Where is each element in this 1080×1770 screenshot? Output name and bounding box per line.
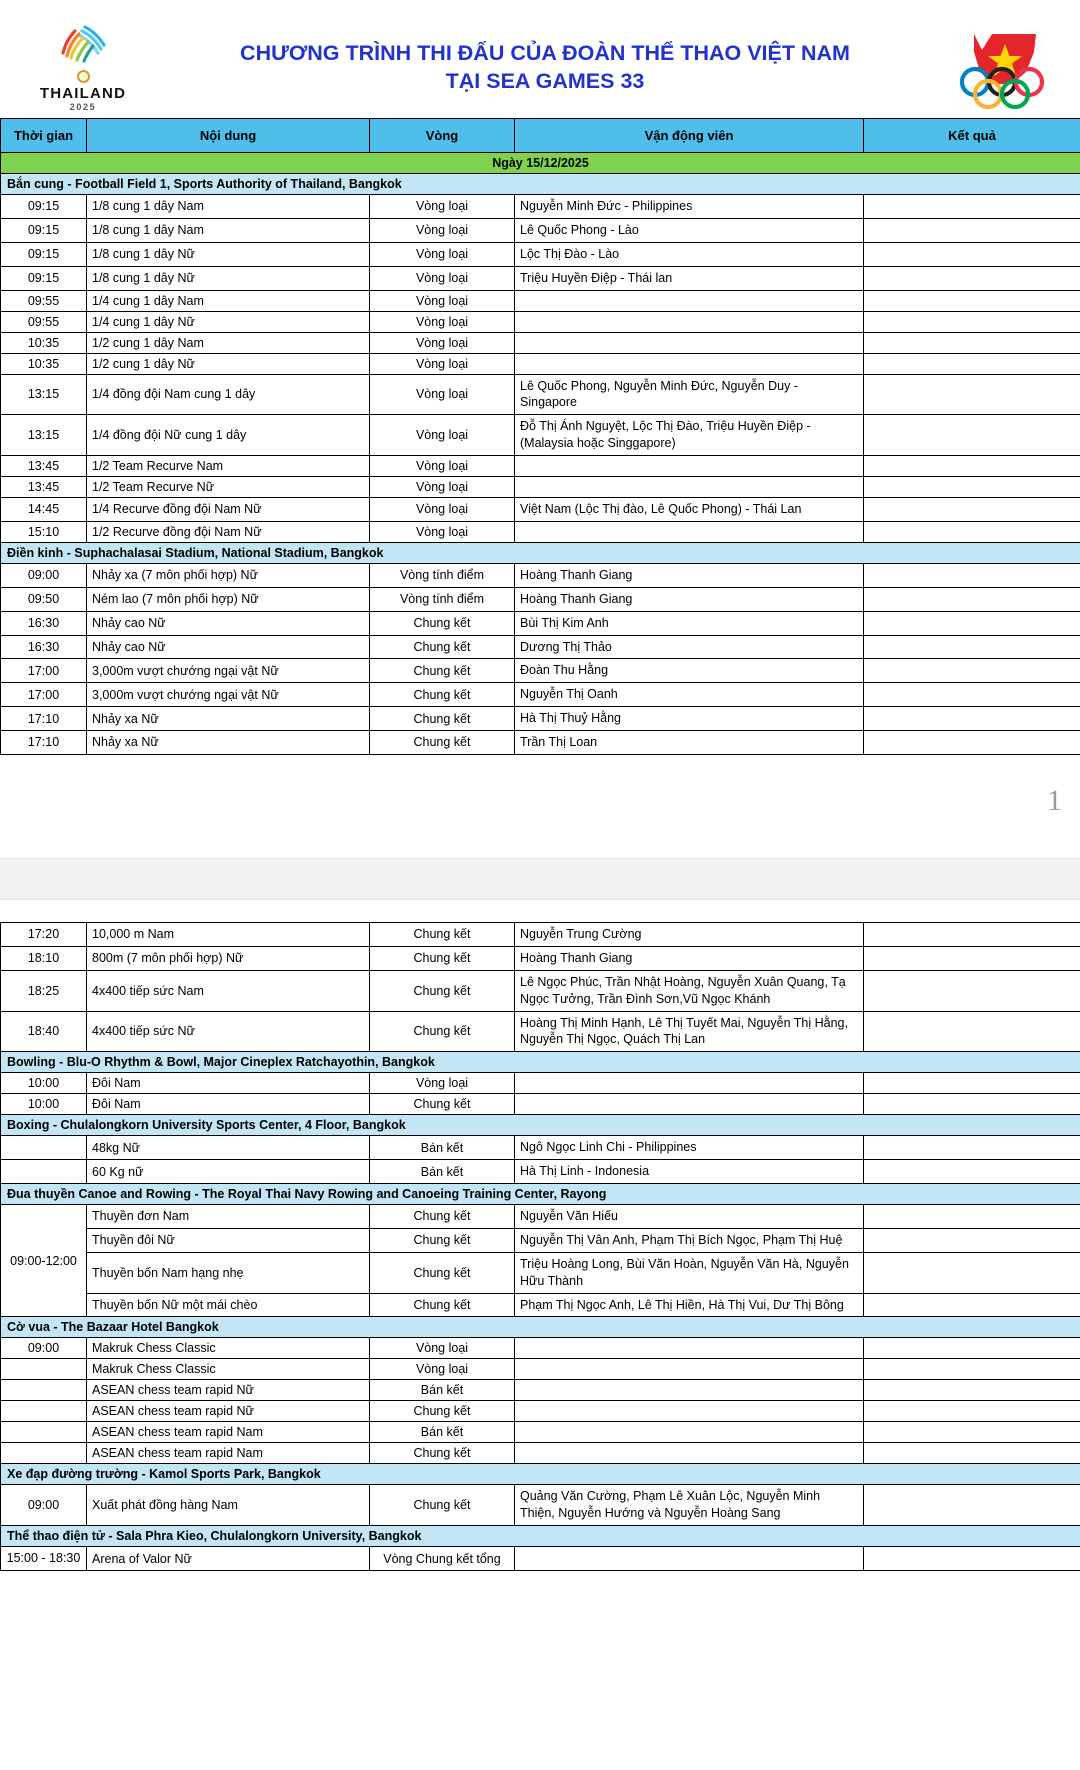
cell-athlete: [515, 1422, 864, 1443]
cell-result: [864, 1401, 1080, 1422]
cell-time: [1, 1359, 87, 1380]
cell-time: 09:55: [1, 290, 87, 311]
cell-result: [864, 1359, 1080, 1380]
cell-round: Vòng loại: [370, 290, 515, 311]
schedule-table-page-2: [0, 922, 1080, 1571]
column-header-round: Vòng: [370, 119, 515, 153]
cell-result: [864, 946, 1080, 970]
cell-event: Xuất phát đồng hàng Nam: [87, 1485, 370, 1526]
table-row: [1, 946, 1080, 970]
cell-event: 4x400 tiếp sức Nữ: [87, 1011, 370, 1052]
cell-result: [864, 415, 1080, 456]
cell-result: [864, 266, 1080, 290]
cell-time: 09:15: [1, 242, 87, 266]
table-row: [1, 731, 1080, 755]
cell-round: Vòng loại: [370, 311, 515, 332]
cell-event: 1/4 cung 1 dây Nữ: [87, 311, 370, 332]
sport-venue-header-row: [1, 174, 1080, 195]
sport-venue-header-row: [1, 1464, 1080, 1485]
cell-result: [864, 1252, 1080, 1293]
cell-result: [864, 1205, 1080, 1229]
cell-result: [864, 923, 1080, 947]
cell-result: [864, 353, 1080, 374]
cell-result: [864, 311, 1080, 332]
page-number: 1: [1047, 784, 1062, 818]
cell-result: [864, 332, 1080, 353]
cell-round: Vòng loại: [370, 521, 515, 542]
cell-round: Vòng loại: [370, 456, 515, 477]
cell-round: Bán kết: [370, 1160, 515, 1184]
cell-event: 1/4 đồng đội Nam cung 1 dây: [87, 374, 370, 415]
cell-athlete: Hà Thị Linh - Indonesia: [515, 1160, 864, 1184]
cell-event: Đôi Nam: [87, 1073, 370, 1094]
cell-result: [864, 1136, 1080, 1160]
cell-athlete: Ngô Ngọc Linh Chi - Philippines: [515, 1136, 864, 1160]
table-row: [1, 374, 1080, 415]
cell-event: Nhảy cao Nữ: [87, 611, 370, 635]
cell-athlete: [515, 311, 864, 332]
cell-athlete: Lê Quốc Phong, Nguyễn Minh Đức, Nguyễn Duy - Singapore: [515, 374, 864, 415]
table-row: [1, 707, 1080, 731]
cell-event: 1/2 cung 1 dây Nam: [87, 332, 370, 353]
cell-result: [864, 374, 1080, 415]
table-row: [1, 1011, 1080, 1052]
cell-athlete: Lê Ngọc Phúc, Trần Nhật Hoàng, Nguyễn Xuân Quang, Tạ Ngọc Tưởng, Trần Đình Sơn,Vũ Ngọc Khánh: [515, 970, 864, 1011]
cell-event: 1/4 Recurve đồng đội Nam Nữ: [87, 498, 370, 522]
sport-venue-label: Bắn cung - Football Field 1, Sports Authority of Thailand, Bangkok: [1, 174, 1080, 195]
sport-venue-label: Thể thao điện tử - Sala Phra Kieo, Chulalongkorn University, Bangkok: [1, 1526, 1080, 1547]
table-row: [1, 1205, 1080, 1229]
table-row: [1, 456, 1080, 477]
sport-venue-header-row: [1, 1052, 1080, 1073]
table-row: [1, 1073, 1080, 1094]
sport-venue-label: Boxing - Chulalongkorn University Sports Center, 4 Floor, Bangkok: [1, 1115, 1080, 1136]
cell-time: 14:45: [1, 498, 87, 522]
cell-result: [864, 1338, 1080, 1359]
cell-time: 17:10: [1, 731, 87, 755]
cell-athlete: Đỗ Thị Ánh Nguyệt, Lộc Thị Đào, Triệu Huyền Điệp - (Malaysia hoặc Singgapore): [515, 415, 864, 456]
cell-athlete: [515, 477, 864, 498]
cell-time: 10:35: [1, 353, 87, 374]
cell-athlete: Lê Quốc Phong - Lào: [515, 218, 864, 242]
day-label: Ngày 15/12/2025: [1, 153, 1080, 174]
cell-round: Chung kết: [370, 635, 515, 659]
cell-round: Vòng loại: [370, 218, 515, 242]
table-row: [1, 218, 1080, 242]
table-header: [1, 119, 1080, 153]
cell-time: 10:35: [1, 332, 87, 353]
cell-event: 1/2 Team Recurve Nam: [87, 456, 370, 477]
cell-round: Vòng loại: [370, 242, 515, 266]
cell-time: [1, 1160, 87, 1184]
sport-venue-header-row: [1, 1526, 1080, 1547]
cell-athlete: [515, 1094, 864, 1115]
cell-event: Ném lao (7 môn phối hợp) Nữ: [87, 587, 370, 611]
column-header-event: Nội dung: [87, 119, 370, 153]
cell-athlete: Việt Nam (Lộc Thị đào, Lê Quốc Phong) - Thái Lan: [515, 498, 864, 522]
cell-time: 09:15: [1, 218, 87, 242]
schedule-table-page-1: [0, 118, 1080, 755]
cell-time: 15:00 - 18:30: [1, 1547, 87, 1571]
cell-result: [864, 635, 1080, 659]
cell-result: [864, 1073, 1080, 1094]
cell-result: [864, 477, 1080, 498]
cell-athlete: Quảng Văn Cường, Phạm Lê Xuân Lộc, Nguyễn Minh Thiện, Nguyễn Hướng và Nguyễn Hoàng Sang: [515, 1485, 864, 1526]
cell-athlete: Nguyễn Thị Vân Anh, Phạm Thị Bích Ngọc, Phạm Thị Huệ: [515, 1228, 864, 1252]
cell-result: [864, 731, 1080, 755]
cell-athlete: [515, 521, 864, 542]
sport-venue-label: Xe đạp đường trường - Kamol Sports Park, Bangkok: [1, 1464, 1080, 1485]
cell-round: Chung kết: [370, 683, 515, 707]
cell-time: [1, 1136, 87, 1160]
cell-athlete: Nguyễn Văn Hiếu: [515, 1205, 864, 1229]
cell-round: Vòng loại: [370, 195, 515, 219]
cell-round: Chung kết: [370, 946, 515, 970]
cell-time: 13:15: [1, 374, 87, 415]
cell-round: Chung kết: [370, 923, 515, 947]
table-row: [1, 635, 1080, 659]
cell-round: Vòng loại: [370, 477, 515, 498]
cell-event: 1/8 cung 1 dây Nam: [87, 218, 370, 242]
cell-result: [864, 1422, 1080, 1443]
cell-round: Chung kết: [370, 659, 515, 683]
cell-round: Vòng loại: [370, 1338, 515, 1359]
cell-round: Chung kết: [370, 731, 515, 755]
cell-event: 3,000m vượt chướng ngại vật Nữ: [87, 683, 370, 707]
cell-result: [864, 683, 1080, 707]
cell-result: [864, 195, 1080, 219]
cell-event: 3,000m vượt chướng ngại vật Nữ: [87, 659, 370, 683]
cell-round: Chung kết: [370, 1094, 515, 1115]
cell-result: [864, 563, 1080, 587]
table-row: [1, 1443, 1080, 1464]
column-header-athlete: Vận động viên: [515, 119, 864, 153]
cell-round: Vòng loại: [370, 353, 515, 374]
cell-result: [864, 456, 1080, 477]
cell-athlete: [515, 1380, 864, 1401]
sport-venue-label: Bowling - Blu-O Rhythm & Bowl, Major Cineplex Ratchayothin, Bangkok: [1, 1052, 1080, 1073]
cell-round: Bán kết: [370, 1422, 515, 1443]
day-header-row: [1, 153, 1080, 174]
table-row: [1, 1252, 1080, 1293]
sport-venue-header-row: [1, 1115, 1080, 1136]
table-row: [1, 311, 1080, 332]
table-row: [1, 1485, 1080, 1526]
table-row: [1, 923, 1080, 947]
cell-result: [864, 1293, 1080, 1317]
cell-athlete: [515, 1443, 864, 1464]
cell-event: ASEAN chess team rapid Nam: [87, 1422, 370, 1443]
table-row: [1, 587, 1080, 611]
cell-event: Makruk Chess Classic: [87, 1338, 370, 1359]
column-header-time: Thời gian: [1, 119, 87, 153]
cell-round: Vòng loại: [370, 266, 515, 290]
cell-time: 09:00: [1, 1338, 87, 1359]
cell-result: [864, 1547, 1080, 1571]
table-row: [1, 1136, 1080, 1160]
medal-icon: [77, 70, 90, 83]
column-header-result: Kết quả: [864, 119, 1080, 153]
cell-athlete: Hoàng Thanh Giang: [515, 587, 864, 611]
cell-time: 09:50: [1, 587, 87, 611]
cell-athlete: Phạm Thị Ngọc Anh, Lê Thị Hiền, Hà Thị Vui, Dư Thị Bông: [515, 1293, 864, 1317]
table-body-page-2: [1, 923, 1080, 1571]
thailand-logo-word: THAILAND: [40, 86, 126, 101]
cell-event: Nhảy xa (7 môn phối hợp) Nữ: [87, 563, 370, 587]
cell-athlete: [515, 332, 864, 353]
cell-event: Thuyền bốn Nữ một mái chèo: [87, 1293, 370, 1317]
cell-result: [864, 707, 1080, 731]
cell-athlete: Triệu Huyền Điệp - Thái lan: [515, 266, 864, 290]
cell-round: Vòng loại: [370, 332, 515, 353]
cell-round: Chung kết: [370, 707, 515, 731]
cell-event: 60 Kg nữ: [87, 1160, 370, 1184]
table-row: [1, 659, 1080, 683]
cell-time: 18:25: [1, 970, 87, 1011]
cell-event: 800m (7 môn phối hợp) Nữ: [87, 946, 370, 970]
sport-venue-header-row: [1, 1317, 1080, 1338]
cell-result: [864, 1160, 1080, 1184]
page-title: [148, 40, 942, 96]
cell-time: 09:15: [1, 266, 87, 290]
cell-event: Thuyền đơn Nam: [87, 1205, 370, 1229]
cell-time: 17:20: [1, 923, 87, 947]
cell-event: 10,000 m Nam: [87, 923, 370, 947]
cell-event: Makruk Chess Classic: [87, 1359, 370, 1380]
cell-event: Nhảy xa Nữ: [87, 731, 370, 755]
cell-athlete: [515, 1073, 864, 1094]
cell-event: 1/8 cung 1 dây Nam: [87, 195, 370, 219]
cell-round: Chung kết: [370, 611, 515, 635]
table-row: [1, 266, 1080, 290]
cell-athlete: [515, 1338, 864, 1359]
table-row: [1, 415, 1080, 456]
cell-time: 10:00: [1, 1094, 87, 1115]
cell-athlete: Dương Thị Thảo: [515, 635, 864, 659]
sport-venue-header-row: [1, 542, 1080, 563]
cell-athlete: [515, 290, 864, 311]
cell-event: ASEAN chess team rapid Nữ: [87, 1401, 370, 1422]
table-header-row: [1, 119, 1080, 153]
cell-result: [864, 290, 1080, 311]
cell-event: ASEAN chess team rapid Nữ: [87, 1380, 370, 1401]
cell-round: Vòng loại: [370, 1073, 515, 1094]
cell-event: 4x400 tiếp sức Nam: [87, 970, 370, 1011]
cell-round: Chung kết: [370, 1252, 515, 1293]
table-row: [1, 1228, 1080, 1252]
cell-round: Vòng loại: [370, 415, 515, 456]
page-break-band: [0, 858, 1080, 900]
cell-time: 10:00: [1, 1073, 87, 1094]
cell-time: 09:15: [1, 195, 87, 219]
cell-result: [864, 498, 1080, 522]
cell-result: [864, 242, 1080, 266]
cell-athlete: Triệu Hoàng Long, Bùi Văn Hoàn, Nguyễn Văn Hà, Nguyễn Hữu Thành: [515, 1252, 864, 1293]
cell-athlete: Lộc Thị Đào - Lào: [515, 242, 864, 266]
cell-time: 09:00: [1, 1485, 87, 1526]
table-row: [1, 1401, 1080, 1422]
cell-round: Vòng tính điểm: [370, 587, 515, 611]
cell-event: 1/8 cung 1 dây Nữ: [87, 266, 370, 290]
cell-time: 16:30: [1, 635, 87, 659]
cell-round: Chung kết: [370, 1228, 515, 1252]
table-row: [1, 498, 1080, 522]
cell-time: 17:10: [1, 707, 87, 731]
cell-event: Nhảy xa Nữ: [87, 707, 370, 731]
table-row: [1, 332, 1080, 353]
cell-result: [864, 611, 1080, 635]
page-break-separator: [0, 828, 1080, 900]
cell-round: Vòng Chung kết tổng: [370, 1547, 515, 1571]
table-row: [1, 1380, 1080, 1401]
cell-round: Vòng loại: [370, 1359, 515, 1380]
cell-time: [1, 1443, 87, 1464]
document-page-1: [0, 0, 1080, 828]
cell-athlete: Hà Thị Thuỷ Hằng: [515, 707, 864, 731]
table-body-page-1: [1, 153, 1080, 755]
sport-venue-label: Cờ vua - The Bazaar Hotel Bangkok: [1, 1317, 1080, 1338]
sport-venue-header-row: [1, 1184, 1080, 1205]
cell-athlete: [515, 1401, 864, 1422]
cell-time: 13:45: [1, 477, 87, 498]
cell-time: 09:55: [1, 311, 87, 332]
cell-result: [864, 218, 1080, 242]
cell-time: [1, 1380, 87, 1401]
table-row: [1, 683, 1080, 707]
table-row: [1, 1422, 1080, 1443]
cell-round: Vòng tính điểm: [370, 563, 515, 587]
cell-time: 17:00: [1, 659, 87, 683]
cell-event: Thuyền đôi Nữ: [87, 1228, 370, 1252]
table-row: [1, 611, 1080, 635]
cell-athlete: Nguyễn Trung Cường: [515, 923, 864, 947]
thailand-sea-games-logo: [18, 25, 148, 112]
cell-athlete: [515, 1547, 864, 1571]
cell-round: Bán kết: [370, 1136, 515, 1160]
document-page-2: [0, 922, 1080, 1770]
table-row: [1, 1547, 1080, 1571]
cell-athlete: Đoàn Thu Hằng: [515, 659, 864, 683]
table-row: [1, 563, 1080, 587]
table-row: [1, 242, 1080, 266]
cell-event: 1/4 đồng đội Nữ cung 1 dây: [87, 415, 370, 456]
cell-round: Chung kết: [370, 1401, 515, 1422]
cell-athlete: [515, 1359, 864, 1380]
sport-venue-label: Đua thuyền Canoe and Rowing - The Royal Thai Navy Rowing and Canoeing Training Center, Rayong: [1, 1184, 1080, 1205]
cell-result: [864, 1011, 1080, 1052]
cell-time: 09:00: [1, 563, 87, 587]
cell-result: [864, 1094, 1080, 1115]
cell-time: [1, 1401, 87, 1422]
cell-result: [864, 1485, 1080, 1526]
cell-time: 18:40: [1, 1011, 87, 1052]
cell-athlete: [515, 456, 864, 477]
table-row: [1, 1338, 1080, 1359]
cell-result: [864, 970, 1080, 1011]
cell-athlete: [515, 353, 864, 374]
table-row: [1, 1094, 1080, 1115]
cell-athlete: Trần Thị Loan: [515, 731, 864, 755]
cell-event: 1/2 Team Recurve Nữ: [87, 477, 370, 498]
table-row: [1, 521, 1080, 542]
cell-time: 18:10: [1, 946, 87, 970]
cell-time: 13:15: [1, 415, 87, 456]
table-row: [1, 477, 1080, 498]
cell-result: [864, 521, 1080, 542]
cell-athlete: Hoàng Thanh Giang: [515, 563, 864, 587]
cell-time: 13:45: [1, 456, 87, 477]
thailand-logo-year: 2025: [70, 103, 96, 112]
cell-event: 1/8 cung 1 dây Nữ: [87, 242, 370, 266]
cell-event: Đôi Nam: [87, 1094, 370, 1115]
cell-event: 1/4 cung 1 dây Nam: [87, 290, 370, 311]
cell-round: Chung kết: [370, 1011, 515, 1052]
cell-athlete: Hoàng Thị Minh Hạnh, Lê Thị Tuyết Mai, Nguyễn Thị Hằng, Nguyễn Thị Ngọc, Quách Thị Lan: [515, 1011, 864, 1052]
cell-result: [864, 1228, 1080, 1252]
table-row: [1, 970, 1080, 1011]
vietnam-flag-olympic-rings-icon: [948, 26, 1056, 110]
cell-result: [864, 1380, 1080, 1401]
cell-round: Chung kết: [370, 970, 515, 1011]
vietnam-olympic-committee-logo: [942, 26, 1062, 110]
cell-event: Arena of Valor Nữ: [87, 1547, 370, 1571]
cell-athlete: Bùi Thị Kim Anh: [515, 611, 864, 635]
table-row: [1, 1359, 1080, 1380]
cell-event: Thuyền bốn Nam hạng nhẹ: [87, 1252, 370, 1293]
cell-round: Chung kết: [370, 1443, 515, 1464]
table-row: [1, 353, 1080, 374]
cell-athlete: Hoàng Thanh Giang: [515, 946, 864, 970]
cell-event: ASEAN chess team rapid Nam: [87, 1443, 370, 1464]
page-title-line-1: CHƯƠNG TRÌNH THI ĐẤU CỦA ĐOÀN THỂ THAO VIỆT NAM: [240, 41, 850, 65]
cell-event: 1/2 cung 1 dây Nữ: [87, 353, 370, 374]
cell-round: Chung kết: [370, 1205, 515, 1229]
cell-time: 16:30: [1, 611, 87, 635]
table-row: [1, 1293, 1080, 1317]
table-row: [1, 195, 1080, 219]
cell-time: 15:10: [1, 521, 87, 542]
cell-athlete: Nguyễn Thị Oanh: [515, 683, 864, 707]
cell-time: [1, 1422, 87, 1443]
cell-time: 17:00: [1, 683, 87, 707]
cell-athlete: Nguyễn Minh Đức - Philippines: [515, 195, 864, 219]
cell-time: 09:00-12:00: [1, 1205, 87, 1317]
cell-result: [864, 587, 1080, 611]
sport-venue-label: Điền kinh - Suphachalasai Stadium, National Stadium, Bangkok: [1, 542, 1080, 563]
cell-round: Vòng loại: [370, 498, 515, 522]
cell-event: 1/2 Recurve đồng đội Nam Nữ: [87, 521, 370, 542]
cell-round: Chung kết: [370, 1293, 515, 1317]
page-title-line-2: TẠI SEA GAMES 33: [158, 68, 932, 96]
cell-round: Chung kết: [370, 1485, 515, 1526]
cell-event: Nhảy cao Nữ: [87, 635, 370, 659]
cell-event: 48kg Nữ: [87, 1136, 370, 1160]
sea-games-emblem-icon: [55, 25, 111, 69]
cell-round: Vòng loại: [370, 374, 515, 415]
document-header: [0, 0, 1080, 118]
cell-round: Bán kết: [370, 1380, 515, 1401]
cell-result: [864, 659, 1080, 683]
cell-result: [864, 1443, 1080, 1464]
table-row: [1, 1160, 1080, 1184]
table-row: [1, 290, 1080, 311]
